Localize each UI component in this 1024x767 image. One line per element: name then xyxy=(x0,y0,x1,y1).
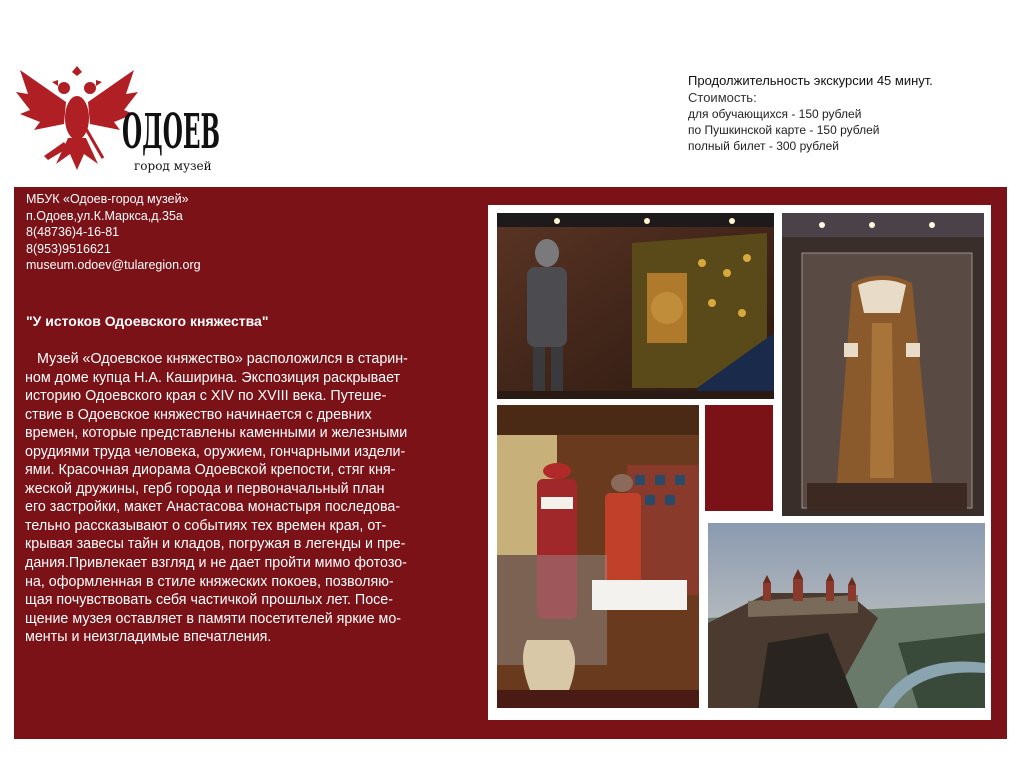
org-name: МБУК «Одоев-город музей» xyxy=(26,192,189,206)
double-headed-eagle-icon xyxy=(16,66,138,170)
price-pushkin-card: по Пушкинской карте - 150 рублей xyxy=(688,123,880,137)
museum-logo xyxy=(14,58,224,176)
fur-coat-display-photo xyxy=(782,213,984,516)
excursion-duration: Продолжительность экскурсии 45 минут. xyxy=(688,73,933,88)
price-student: для обучающихся - 150 рублей xyxy=(688,107,862,121)
contacts-block xyxy=(26,191,466,274)
photo-gallery xyxy=(488,205,991,720)
decorative-red-block xyxy=(705,405,773,511)
price-full: полный билет - 300 рублей xyxy=(688,139,839,153)
princely-chambers-photo xyxy=(497,405,699,708)
description-text: Музей «Одоевское княжество» расположился в старин- ном доме купца Н.А. Каширина. Экспозиция раскрывает историю Одоевского края с XIV по XVIII века. Путеше- ствие в Одоевское княжество начинается с древних времен, которые представлены каменными и железными орудиями труда человека, оружием, гончарными издели- ями. Красочная диорама Одоевской крепости, стяг кня- жеской дружины, герб города и первоначальный план его застройки, макет Анастасова монастыря последова- тельно рассказывают о событиях тех времен края, от- крывая завесы тайн и кладов, погружая в легенды и пре- дания.Привлекает взгляд и не дает пройти мимо фотозо- на, оформленная в стиле княжеских покоев, позволяю- щая почувствовать себя частичкой прошлых лет. Посе- щение музея оставляет в памяти посетителей яркие мо- менты и неизгладимые впечатления. xyxy=(25,351,408,646)
svg-text:город музей: город музей xyxy=(134,159,212,173)
fortress-diorama-photo xyxy=(708,523,985,708)
excursion-info xyxy=(688,73,1008,154)
cost-title: Стоимость: xyxy=(688,90,757,105)
phone-1: 8(48736)4-16-81 xyxy=(26,225,120,239)
section-heading: "У истоков Одоевского княжества" xyxy=(26,313,269,329)
svg-text:ОДОЕВ: ОДОЕВ xyxy=(122,104,220,160)
phone-2: 8(953)9516621 xyxy=(26,241,111,256)
armor-and-banner-photo xyxy=(497,213,774,399)
email[interactable]: museum.odoev@tularegion.org xyxy=(26,258,201,272)
address: п.Одоев,ул.К.Маркса,д.35а xyxy=(26,208,183,223)
logo-wordmark xyxy=(122,104,220,173)
